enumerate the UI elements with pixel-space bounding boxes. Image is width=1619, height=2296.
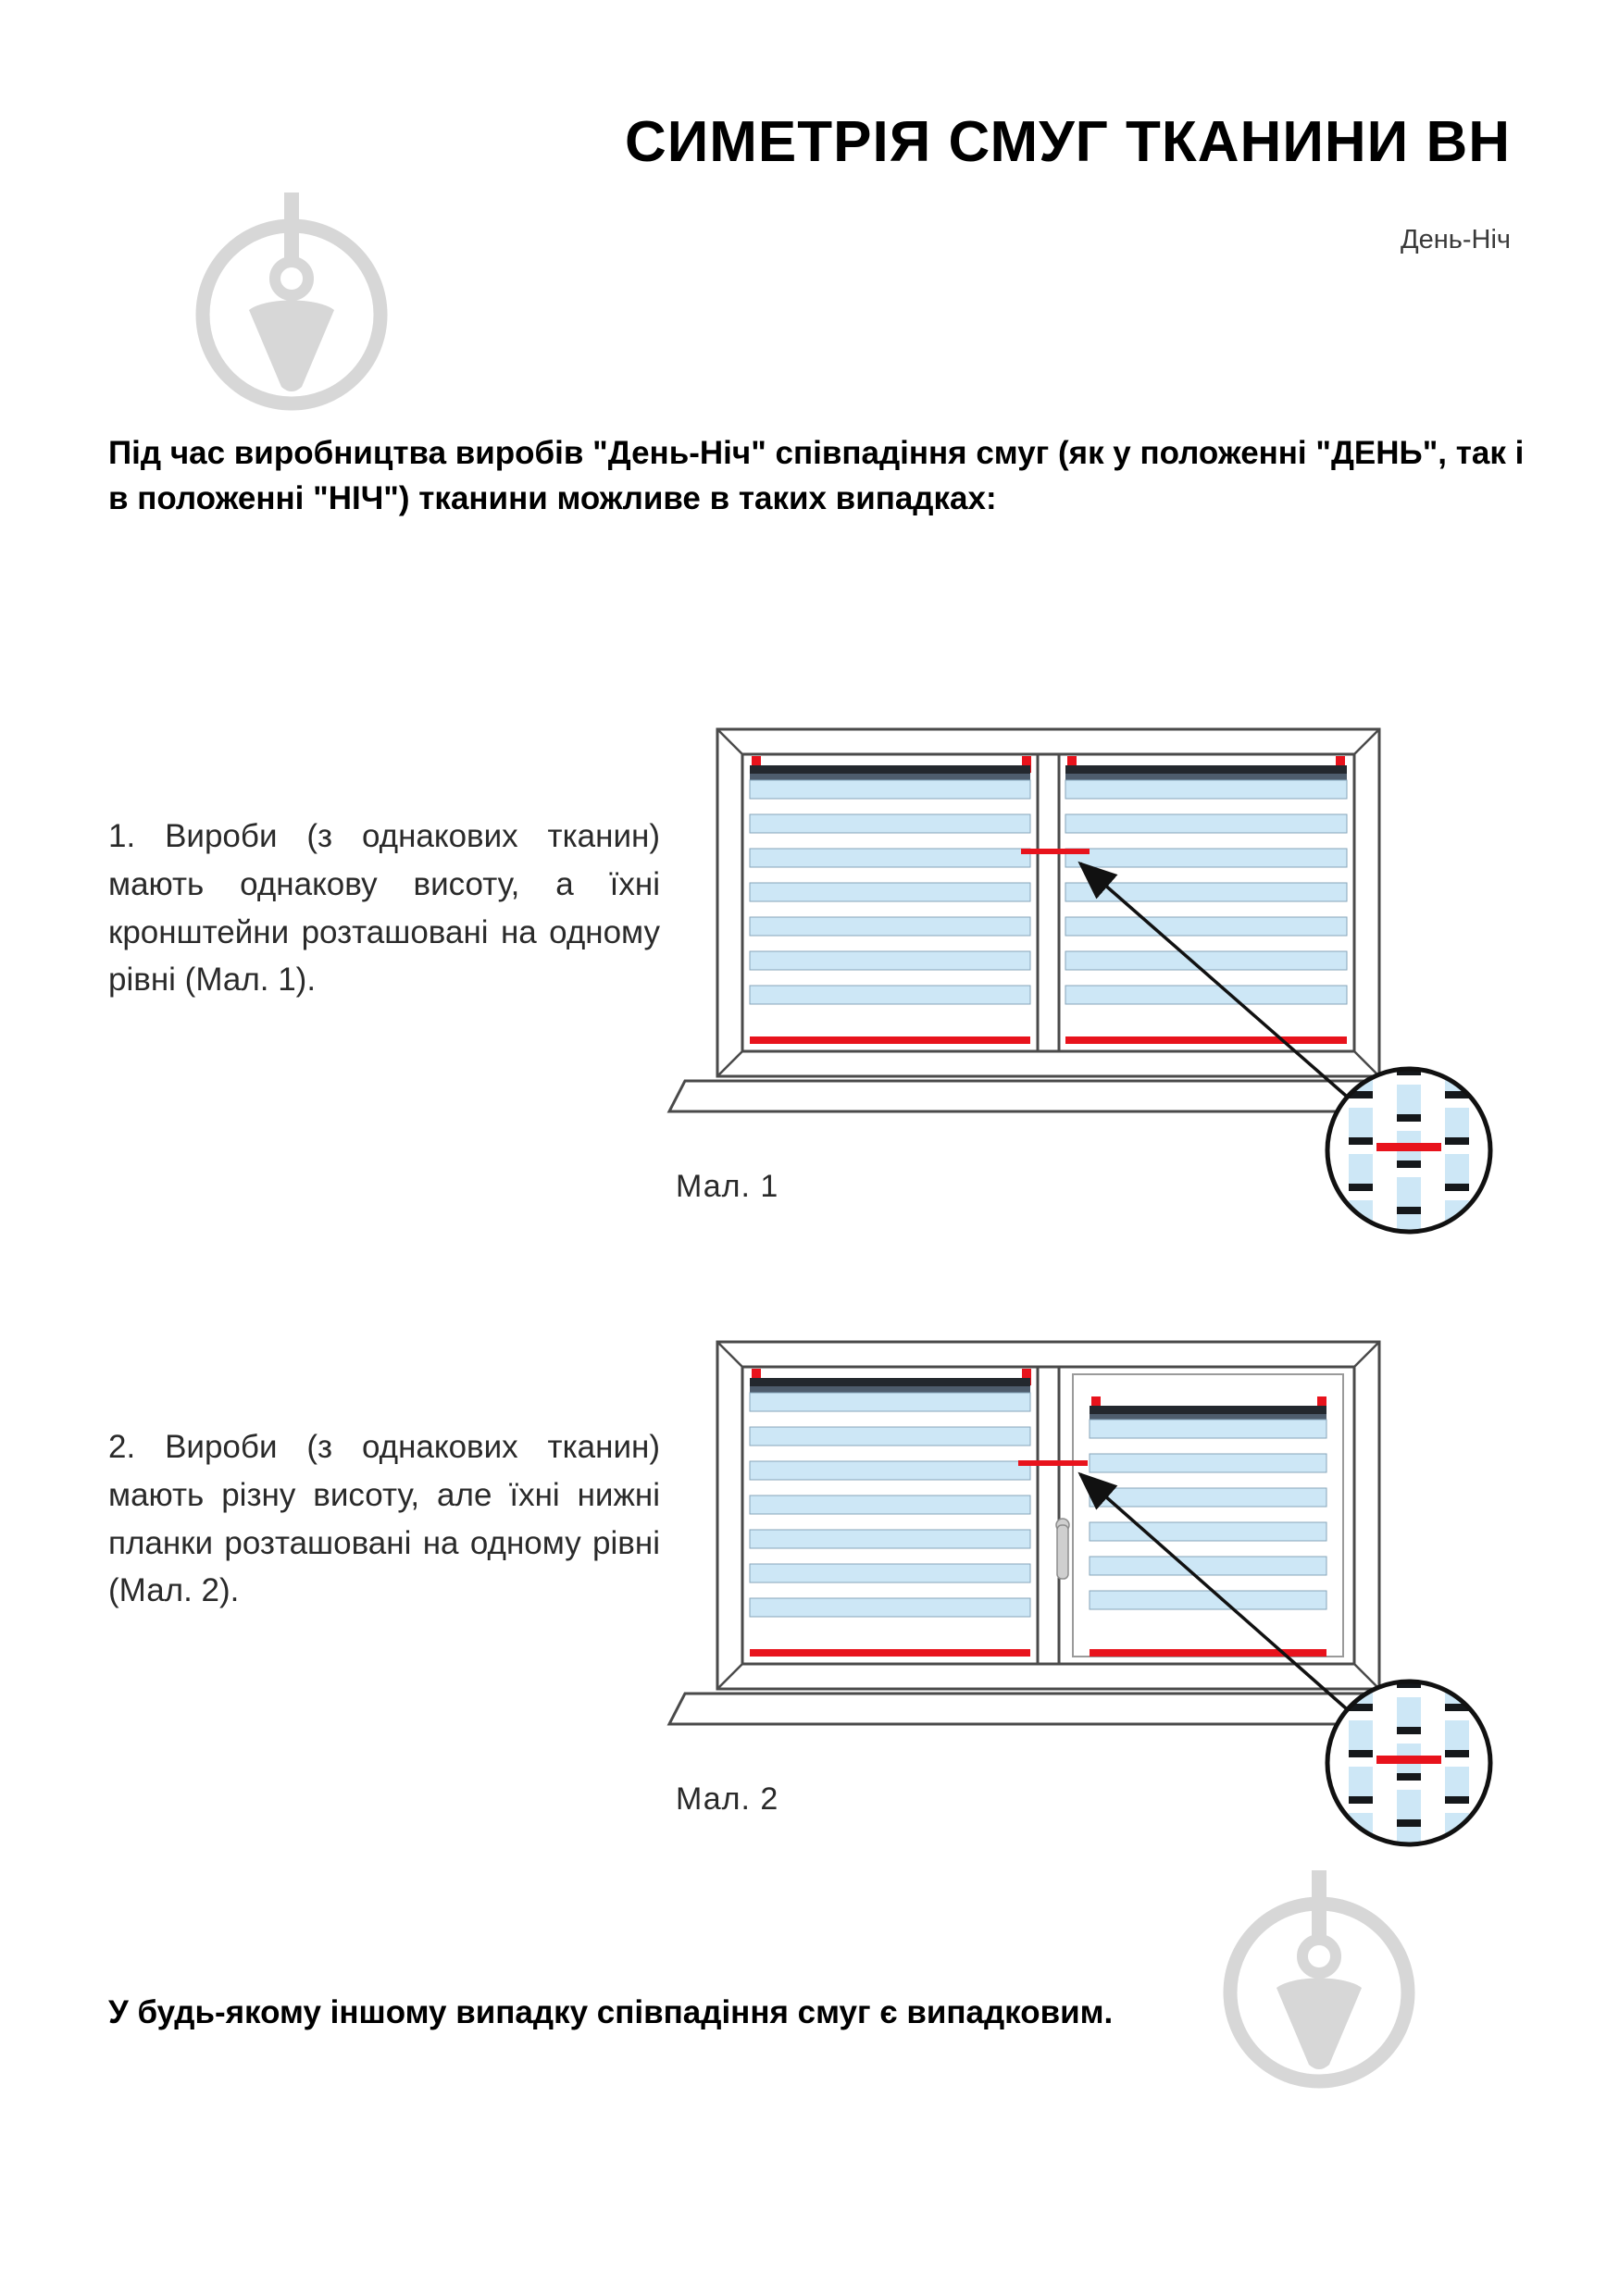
window-diagram-1	[662, 725, 1532, 1257]
stripe-alignment-line	[1018, 1460, 1088, 1466]
brand-watermark-bottom	[1208, 1835, 1430, 2117]
footer-statement: У будь-якому іншому випадку співпадіння смуг є випадковим.	[108, 1994, 1114, 2030]
page-subtitle: День-Ніч	[1400, 225, 1511, 254]
figure-1-window-equal-blinds	[662, 725, 1532, 1257]
window-handle	[1057, 1525, 1068, 1579]
bottom-bar	[1090, 1649, 1326, 1657]
intro-paragraph: Під час виробництва виробів "День-Ніч" співпадіння смуг (як у положенні "ДЕНЬ", так і в положенні "НІЧ") тканини можливе в таких випадках:	[108, 435, 1525, 516]
magnifier-detail	[1327, 1680, 1490, 1848]
bottom-bar	[750, 1649, 1030, 1657]
blind-cassette	[750, 765, 1030, 774]
bottom-bar	[1065, 1036, 1347, 1044]
case-1-text: 1. Вироби (з однакових тканин) мають однакову висоту, а їхні кронштейни розташовані на одному рівні (Мал. 1).	[108, 818, 660, 999]
window-sill	[669, 1694, 1414, 1724]
bottom-bar	[750, 1036, 1030, 1044]
stripe-alignment-line	[1021, 849, 1090, 854]
plumb-bob-logo-icon	[1208, 1835, 1430, 2113]
blind-cassette	[1065, 765, 1347, 774]
magnifier-detail	[1327, 1067, 1490, 1235]
window-sill	[669, 1081, 1414, 1111]
window-diagram-2	[662, 1337, 1532, 1869]
brand-watermark-top	[181, 157, 403, 440]
blind-cassette	[750, 1378, 1030, 1386]
figure-2-window-different-blinds	[662, 1337, 1532, 1869]
figure-1-caption: Мал. 1	[676, 1169, 779, 1204]
plumb-bob-logo-icon	[181, 157, 403, 435]
blind-cassette	[1090, 1406, 1326, 1414]
figure-2-caption: Мал. 2	[676, 1781, 779, 1817]
case-2-text: 2. Вироби (з однакових тканин) мають різну висоту, але їхні нижні планки розташовані на одному рівні (Мал. 2).	[108, 1429, 660, 1609]
page-title: СИМЕТРІЯ СМУГ ТКАНИНИ ВН	[624, 110, 1511, 174]
